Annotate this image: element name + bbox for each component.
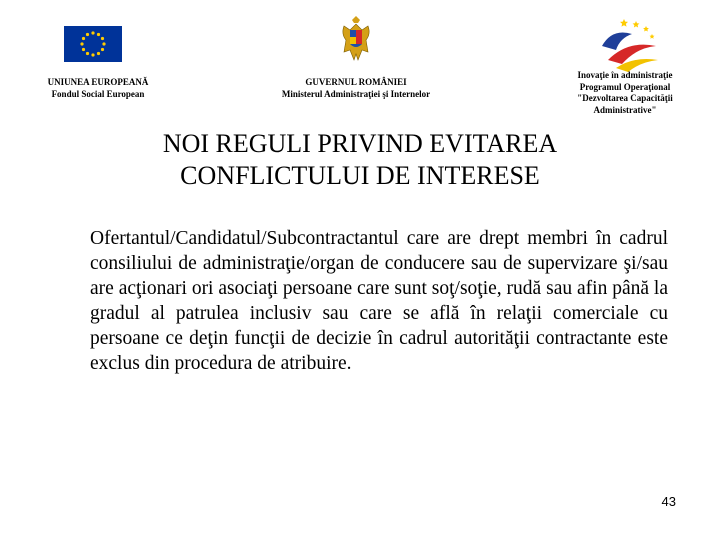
program-header-line3: "Dezvoltarea Capacităţii xyxy=(577,93,673,103)
slide-title xyxy=(60,128,660,192)
program-header-line4: Administrative" xyxy=(593,104,657,115)
program-header-line2: Programul Operaţional xyxy=(579,81,671,92)
slide-title-line2: CONFLICTULUI DE INTERESE xyxy=(180,161,540,190)
page-number: 43 xyxy=(661,494,676,509)
eu-header-line2: Fondul Social European xyxy=(51,89,145,99)
slide-body-paragraph: Ofertantul/Candidatul/Subcontractantul care are drept membri în cadrul consiliului de administraţie/organ de conducere sau de supervizare şi/sau are acţionari ori asociaţi persoane care sunt soţ/soţie, rudă sau afin până la gradul al patrulea inclusiv sau care se află în relaţii comerciale cu persoane ce deţin funcţii de decizie în cadrul autorităţii contractante este exclus din procedura de atribuire. xyxy=(90,228,668,374)
romania-coat-of-arms-icon xyxy=(340,14,372,64)
eu-flag-icon xyxy=(64,26,122,62)
program-header-text xyxy=(556,70,694,116)
pocda-logo-icon xyxy=(598,16,660,72)
program-header-line1: Inovaţie în administraţie xyxy=(577,70,673,80)
government-header-line2: Ministerul Administraţiei şi Internelor xyxy=(281,89,431,99)
slide-title-line1: NOI REGULI PRIVIND EVITAREA xyxy=(162,129,558,158)
eu-header-text xyxy=(28,76,168,100)
government-header-text xyxy=(256,76,456,100)
government-header-line1: GUVERNUL ROMÂNIEI xyxy=(305,77,407,87)
eu-header-line1: UNIUNEA EUROPEANĂ xyxy=(47,77,149,87)
